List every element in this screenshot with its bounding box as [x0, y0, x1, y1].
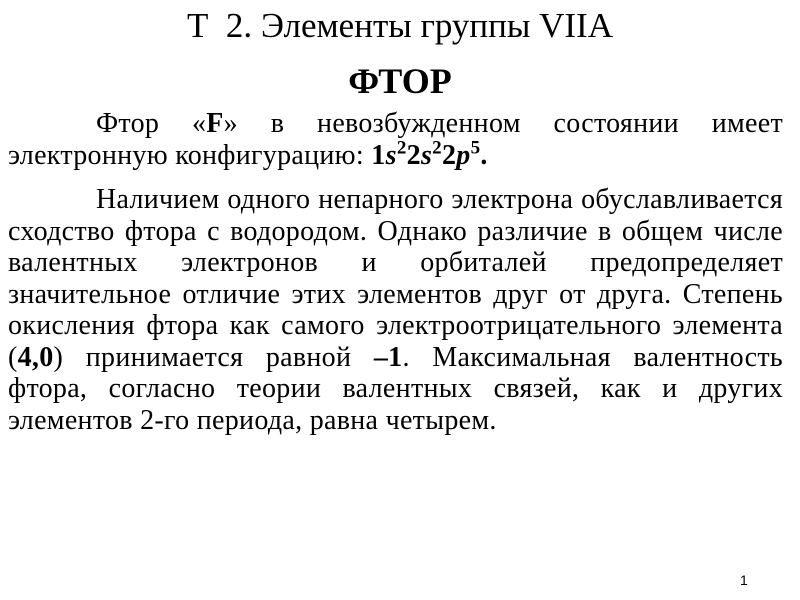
config-coefficient: 2: [406, 139, 421, 171]
paragraph-electron-configuration: [8, 108, 783, 171]
slide-title: Т 2. Элементы группы VIIA: [187, 6, 613, 45]
config-orbital: s: [420, 139, 433, 171]
text-segment: ) принимается равной: [53, 341, 374, 373]
text-segment: Фтор «: [96, 108, 207, 139]
config-period: .: [480, 139, 488, 171]
config-coefficient: 2: [441, 139, 457, 171]
text-segment: Наличием одного непарного электрона обуславливается сходство фтора с водородом. Однако различие в общем числе валентных электронов и орбиталей предопределяет значительное отличие этих элементов друг от друга. Степень окисления фтора как самого электроотрицательного элемента (: [8, 184, 783, 373]
oxidation-state-value: –1: [373, 341, 403, 373]
slide-subtitle: ФТОР: [348, 61, 452, 101]
config-exponent: 2: [396, 137, 407, 159]
paragraph-properties: [8, 184, 783, 436]
electronegativity-value: 4,0: [17, 341, 54, 373]
electron-configuration: [371, 137, 488, 171]
config-coefficient: 1: [371, 139, 386, 171]
page-number: 1: [740, 572, 748, 588]
slide-body: [8, 108, 783, 436]
config-orbital: s: [385, 139, 397, 171]
config-exponent: 5: [470, 137, 481, 159]
config-orbital: p: [456, 139, 471, 171]
text-segment: » в невозбужденном состоянии имеет электронную конфигурацию:: [8, 108, 783, 171]
element-symbol: F: [206, 108, 224, 139]
config-exponent: 2: [432, 137, 442, 159]
text-segment: . Максимальная валентность фтора, согласно теории валентных связей, как и других элементов 2-го периода, равна четырем.: [8, 341, 783, 436]
